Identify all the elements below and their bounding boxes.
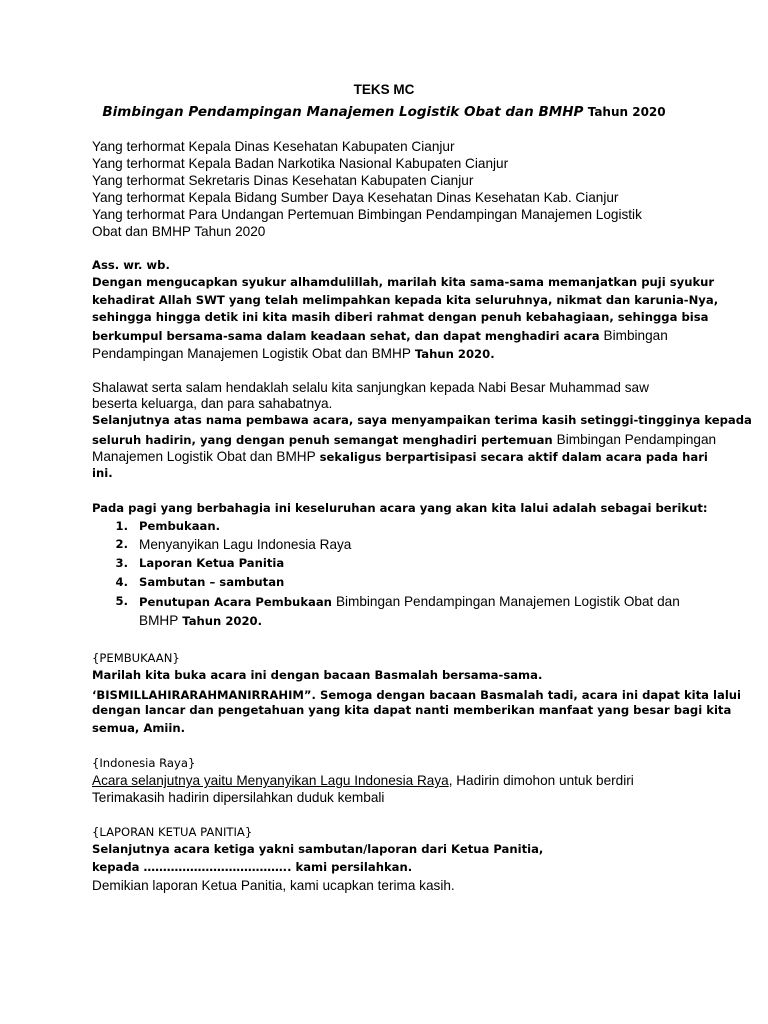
agenda-item: Menyanyikan Lagu Indonesia Raya <box>139 537 352 552</box>
indonesia-raya-line: Terimakasih hadirin dipersilahkan duduk kembali <box>92 790 385 805</box>
agenda-item-part: Tahun 2020. <box>182 614 262 628</box>
shalawat-line-part: seluruh hadirin, yang dengan penuh semangat menghadiri pertemuan <box>92 433 553 447</box>
agenda-item-part: Penutupan Acara Pembukaan <box>139 595 332 609</box>
pembukaan-line: dengan lancar dan pengetahuan yang kita dapat nanti memberikan manfaat yang besar bagi kita <box>92 703 732 717</box>
agenda-number: 5. <box>115 594 128 608</box>
greeting: Ass. wr. wb. <box>92 258 170 272</box>
agenda-number: 2. <box>115 537 128 551</box>
laporan-line: Selanjutnya acara ketiga yakni sambutan/laporan dari Ketua Panitia, <box>92 842 544 856</box>
shalawat-line: beserta keluarga, dan para sahabatnya. <box>92 396 333 411</box>
opening-line-part: berkumpul bersama-sama dalam keadaan sehat, dan dapat menghadiri acara <box>92 329 600 343</box>
opening-line-part: Tahun 2020. <box>414 347 495 361</box>
agenda-item-continuation <box>139 612 262 630</box>
agenda-item <box>139 593 680 611</box>
salutation-line: Yang terhormat Kepala Dinas Kesehatan Kabupaten Cianjur <box>92 139 455 154</box>
pembukaan-line: Marilah kita buka acara ini dengan bacaan Basmalah bersama-sama. <box>92 668 543 682</box>
salutation-line: Yang terhormat Para Undangan Pertemuan Bimbingan Pendampingan Manajemen Logistik <box>92 207 642 222</box>
indonesia-raya-line-part: , Hadirin dimohon untuk berdiri <box>448 773 634 788</box>
opening-line <box>92 345 495 363</box>
salutation-line: Yang terhormat Sekretaris Dinas Kesehatan Kabupaten Cianjur <box>92 173 474 188</box>
agenda-number: 3. <box>115 556 128 570</box>
shalawat-line-part: Bimbingan Pendampingan <box>556 432 717 447</box>
shalawat-line-part: sekaligus berpartisipasi secara aktif dalam acara pada hari <box>319 450 708 464</box>
agenda-intro: Pada pagi yang berbahagia ini keseluruhan acara yang akan kita lalui adalah sebagai berikut: <box>92 501 708 515</box>
salutation-line: Obat dan BMHP Tahun 2020 <box>92 224 266 239</box>
agenda-item: Pembukaan. <box>139 519 221 533</box>
pembukaan-line-part: Semoga dengan bacaan Basmalah tadi, acara ini dapat kita lalui <box>319 688 742 702</box>
indonesia-raya-underlined: Acara selanjutnya yaitu Menyanyikan Lagu Indonesia Raya <box>92 773 449 788</box>
agenda-item: Sambutan – sambutan <box>139 575 285 589</box>
laporan-line: kepada ……………………………….. kami persilahkan. <box>92 860 413 874</box>
agenda-item-part: BMHP <box>139 613 179 628</box>
opening-line-part: Bimbingan <box>603 328 668 343</box>
section-heading-laporan: {LAPORAN KETUA PANITIA} <box>92 825 253 839</box>
indonesia-raya-line <box>92 772 634 789</box>
shalawat-line-part: Manajemen Logistik Obat dan BMHP <box>92 449 316 464</box>
shalawat-line <box>92 431 716 449</box>
subtitle-year: Tahun 2020 <box>587 105 666 119</box>
subtitle-main: Bimbingan Pendampingan Manajemen Logistik Obat dan BMHP <box>102 104 584 120</box>
shalawat-line: ini. <box>92 466 113 480</box>
agenda-item: Laporan Ketua Panitia <box>139 556 285 570</box>
document-subtitle <box>0 104 768 120</box>
shalawat-line: Selanjutnya atas nama pembawa acara, saya menyampaikan terima kasih setinggi-tingginya kepada <box>92 413 752 427</box>
pembukaan-line <box>92 686 741 704</box>
section-heading-pembukaan: {PEMBUKAAN} <box>92 651 180 665</box>
shalawat-line: Shalawat serta salam hendaklah selalu kita sanjungkan kepada Nabi Besar Muhammad saw <box>92 380 649 395</box>
opening-line-part: Pendampingan Manajemen Logistik Obat dan BMHP <box>92 346 411 361</box>
pembukaan-line: semua, Amiin. <box>92 721 186 735</box>
agenda-number: 1. <box>115 519 128 533</box>
opening-line: sehingga hingga detik ini kita masih diberi rahmat dengan penuh kebahagiaan, sehingga bisa <box>92 310 709 324</box>
pembukaan-line-part: ‘BISMILLAHIRARAHMANIRRAHIM”. <box>92 688 316 702</box>
agenda-item-part: Bimbingan Pendampingan Manajemen Logistik Obat dan <box>335 594 680 609</box>
shalawat-line <box>92 448 708 466</box>
salutation-line: Yang terhormat Kepala Bidang Sumber Daya Kesehatan Dinas Kesehatan Kab. Cianjur <box>92 190 619 205</box>
agenda-number: 4. <box>115 575 128 589</box>
section-heading-indonesia-raya: {Indonesia Raya} <box>92 756 196 770</box>
opening-line: Dengan mengucapkan syukur alhamdulillah, marilah kita sama-sama memanjatkan puji syukur <box>92 275 715 289</box>
opening-line: kehadirat Allah SWT yang telah melimpahkan kepada kita seluruhnya, nikmat dan karunia-Nya, <box>92 293 719 307</box>
laporan-line: Demikian laporan Ketua Panitia, kami ucapkan terima kasih. <box>92 878 455 893</box>
document-title: TEKS MC <box>353 82 415 97</box>
opening-line <box>92 327 668 345</box>
salutation-line: Yang terhormat Kepala Badan Narkotika Nasional Kabupaten Cianjur <box>92 156 509 171</box>
